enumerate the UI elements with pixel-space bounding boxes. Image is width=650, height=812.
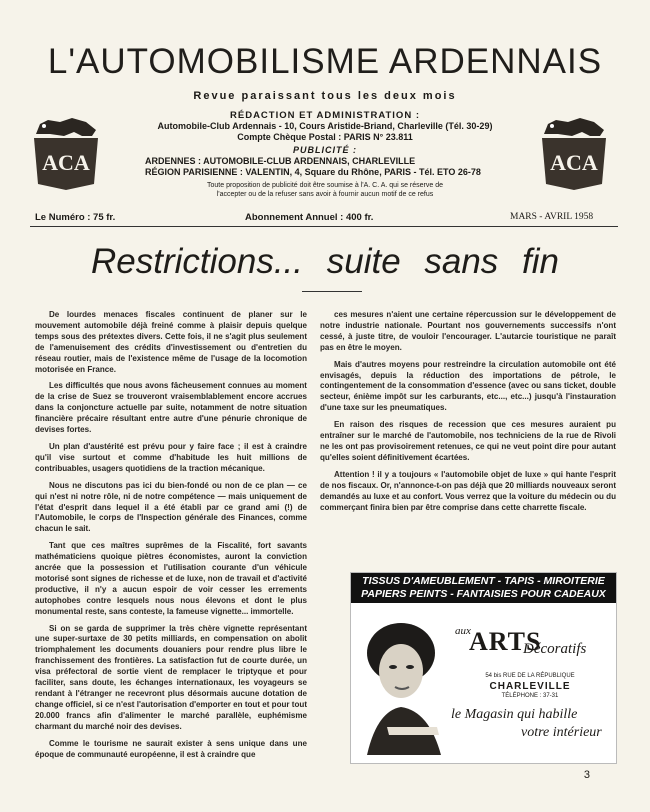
left-paragraph: De lourdes menaces fiscales continuent de planer sur le mouvement automobile déjà freiné comme à plaisir depuis quelque temps sous des prétextes divers. Cette fois, il ne s'agit plus seulement de l'amenuisement des crédits d'investissement ou d'entretien du réseau routier, mais de l'existence même de l'usage de la locomotion motorisée en France. (35, 310, 307, 374)
ad-note-1: Toute proposition de publicité doit être soumise à l'A. C. A. qui se réserve de (207, 182, 443, 189)
left-paragraph: Un plan d'austérité est prévu pour y faire face ; il est à craindre qu'il vise surtout et comme d'habitude les huit millions de contribuables, usagers quotidiens de la traction mécanique. (35, 441, 307, 473)
editorial-block (130, 110, 520, 199)
svg-text:ACA: ACA (550, 150, 598, 175)
ad-note-2: l'accepter ou de la refuser sans avoir à fournir aucun motif de ce refus (216, 191, 434, 198)
postal-account: Compte Chèque Postal : PARIS N° 23.811 (237, 132, 413, 142)
headline-rule (302, 291, 362, 292)
ad-heading: PUBLICITÉ : (293, 145, 357, 155)
issue-price: Le Numéro : 75 fr. (35, 212, 116, 223)
editorial-address: Automobile-Club Ardennais - 10, Cours Aristide-Briand, Charleville (Tél. 30-29) (157, 121, 493, 131)
ad-address: 54 bis RUE DE LA RÉPUBLIQUE (485, 673, 575, 679)
ad-aux: aux (455, 625, 471, 637)
ad-line-1: TISSUS D'AMEUBLEMENT - TAPIS - MIROITERIE (362, 575, 605, 587)
editorial-heading: RÉDACTION ET ADMINISTRATION : (230, 110, 420, 121)
ad-ardennes: ARDENNES : AUTOMOBILE-CLUB ARDENNAIS, CHARLEVILLE (145, 156, 416, 166)
aca-logo-right (538, 112, 610, 190)
ad-slogan-2: votre intérieur (521, 725, 602, 740)
article-headline: Restrictions... suite sans fin (91, 242, 559, 281)
right-paragraph: ces mesures n'aient une certaine répercussion sur le développement de notre industrie nationale. Pourtant nos gouvernements successifs n'ont cessé, à juste titre, de vouloir l'encourager. L'autarcie touristique ne paraît pas en être le moyen. (320, 310, 616, 352)
aca-logo-left (30, 112, 102, 190)
ad-brand-arts: ARTS (469, 627, 542, 656)
left-paragraph: Si on se garda de supprimer la très chère vignette représentant une super-surtaxe de 30 petits milliards, en compensation on abolit triomphalement les documents douaniers pour rendre plus libre le franchissement des frontières. La satisfaction fut de courte durée, un visa préfectoral de sortie vient de remplacer le triptyque et pour faciliter, sans doute, les échanges internationaux, les voyageurs se rendant à l'étranger ne recevront plus désormais aucune dotation de change officiel, si ce n'est l'autorisation d'emporter en tout et pour tout 20.000 francs afin d'alimenter le marché parallèle, euphémisme charmant du marché noir des devises. (35, 623, 307, 731)
ad-city: CHARLEVILLE (489, 681, 571, 692)
ad-line-2: PAPIERS PEINTS - FANTAISIES POUR CADEAUX (361, 588, 606, 600)
ad-band (351, 573, 616, 603)
page-number: 3 (583, 769, 590, 781)
article-left-column (35, 310, 307, 766)
ad-slogan-1: le Magasin qui habille (451, 707, 578, 722)
left-paragraph: Les difficultés que nous avons fâcheusement connues au moment de la crise de Suez se trouveront vraisemblablement encore accrues dans la conjoncture actuelle par suite, notamment de notre situation financière précaire résultant entre autre d'une pénurie chronique de devises fortes. (35, 381, 307, 435)
advertisement (350, 572, 617, 764)
svg-text:ACA: ACA (42, 150, 90, 175)
masthead-divider (30, 226, 618, 227)
left-paragraph: Comme le tourisme ne saurait exister à sens unique dans une époque de communauté européenne, il est à craindre que (35, 738, 307, 759)
right-paragraph: Mais d'autres moyens pour restreindre la circulation automobile ont été envisagés, depuis la réduction des importations de pétrole, le contingentement de la consommation d'essence (avec ou sans ticket, double secteur, énième impôt sur les carburants, etc..., etc...) jusqu'à l'instauration d'une taxe sur les pneumatiques. (320, 359, 616, 413)
ad-brand-decoratifs: Décoratifs (523, 641, 587, 657)
masthead-subtitle: Revue paraissant tous les deux mois (193, 90, 457, 102)
right-paragraph: En raison des risques de recession que ces mesures auraient pu entraîner sur le marché de l'automobile, nos techniciens de la rue de Rivoli ne les ont pas provisoirement retenues, ce qui ne veut point dire pour autant qu'elles soient définitivement écartées. (320, 420, 616, 462)
left-paragraph: Nous ne discutons pas ici du bien-fondé ou non de ce plan — ce qui n'est ni notre rôle, ni de notre compétence — mais uniquement de l'état d'esprit dans lequel il a été établi par ce grand ami (!) de l'Automobile, le corps de l'Inspection générale des Finances, comme chacun le sait. (35, 480, 307, 534)
ad-phone: TÉLÉPHONE : 37-31 (501, 693, 559, 699)
masthead-title: L'AUTOMOBILISME ARDENNAIS (47, 42, 603, 81)
issue-date: MARS - AVRIL 1958 (510, 212, 594, 222)
ad-woman-photo (357, 615, 447, 755)
article-right-column (320, 310, 616, 519)
left-paragraph: Tant que ces maîtres suprêmes de la Fiscalité, fort savants mathématiciens quoique piètres économistes, auront la conviction ancrée que la possession et l'utilisation courante d'un véhicule motorisé sont signes de richesse et de luxe, non de travail et d'activité productive, il n'y a aucun espoir de voir cesser les errements autophobes contre lesquels nous nous élevons et dont le plus monumental reste, sans conteste, la fameuse vignette... immortelle. (35, 541, 307, 616)
subscription: Abonnement Annuel : 400 fr. (245, 212, 374, 223)
ad-paris: RÉGION PARISIENNE : VALENTIN, 4, Square du Rhône, PARIS - Tél. ETO 26-78 (145, 167, 481, 177)
right-paragraph: Attention ! il y a toujours « l'automobile objet de luxe » qui hante l'esprit de nos fiscaux. Or, n'annonce-t-on pas déjà que 20 milliards nouveaux seront demandés au luxe et au confort. Vous verrez que la voiture du médecin ou du commerçant finira bien par être comprise dans cette charrette fiscale. (320, 469, 616, 512)
